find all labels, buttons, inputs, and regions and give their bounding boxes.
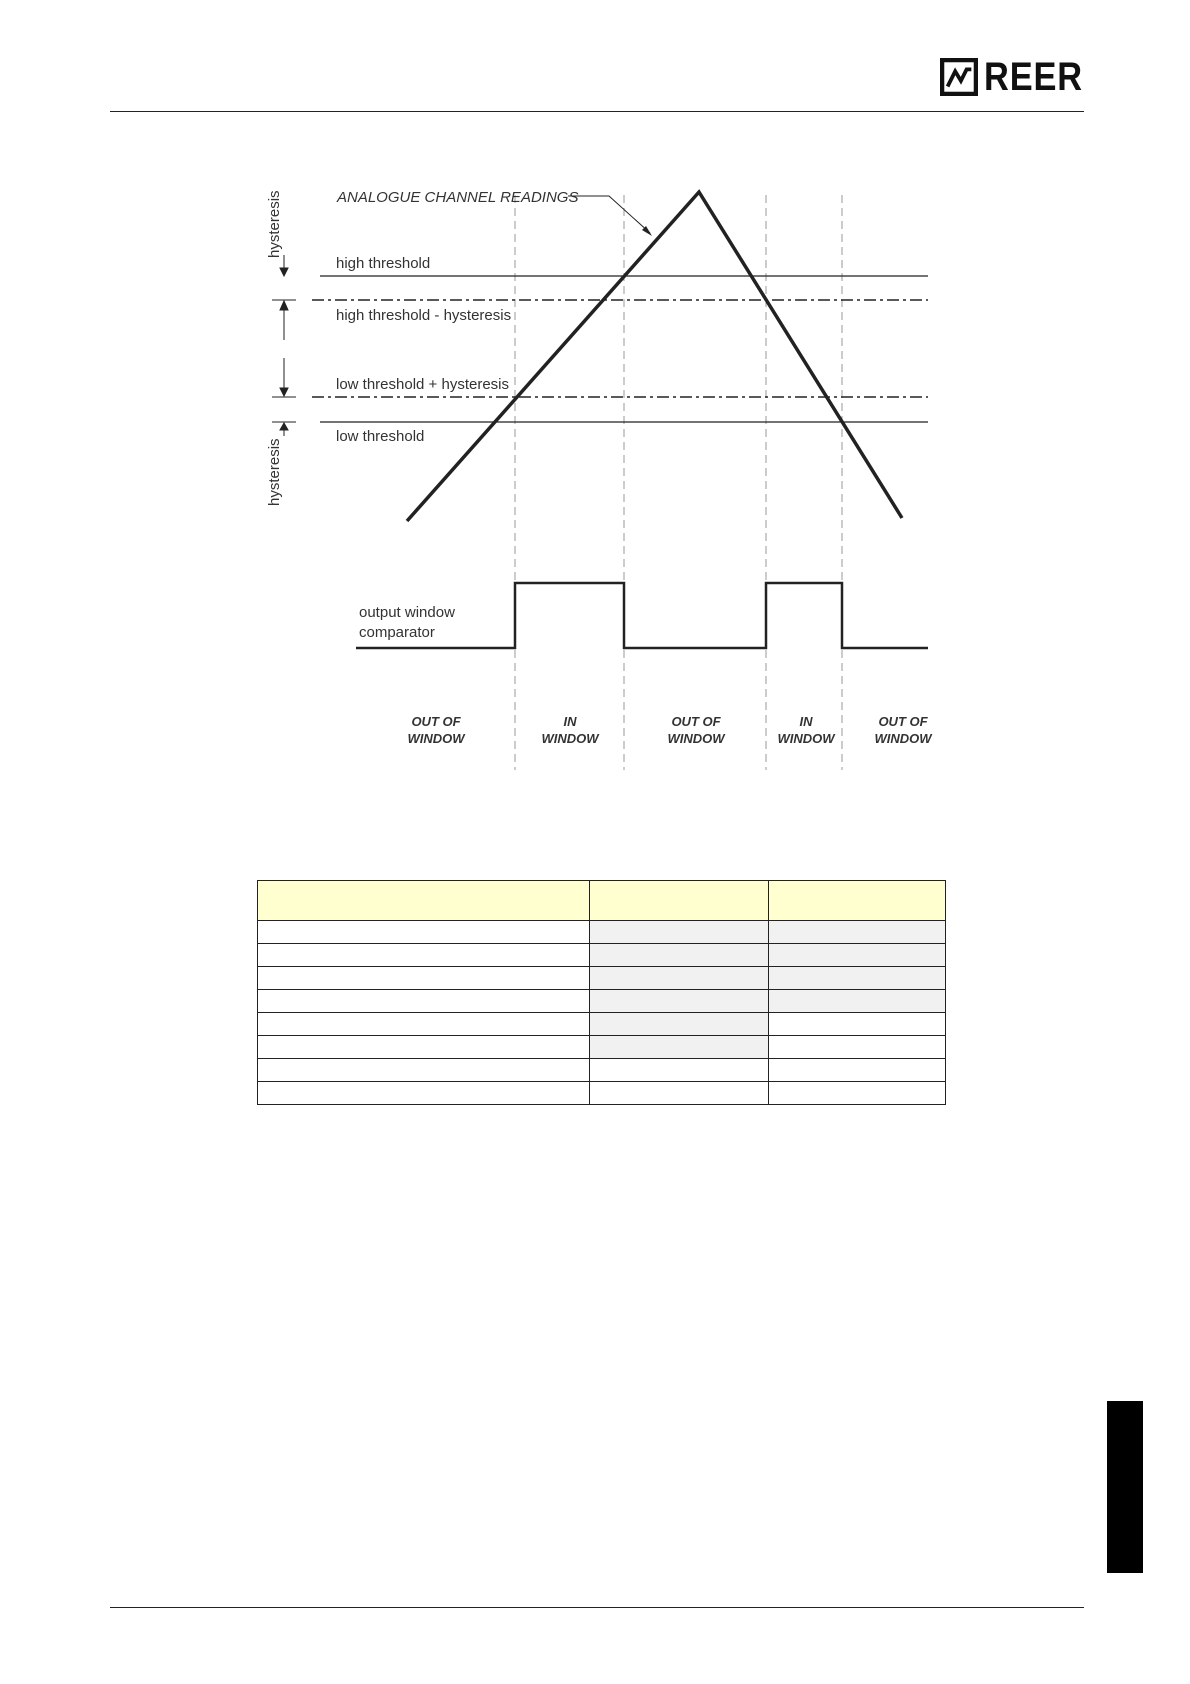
state-label: WINDOW	[667, 731, 725, 746]
table-row	[258, 944, 946, 967]
state-label: WINDOW	[777, 731, 835, 746]
table-cell	[258, 967, 590, 990]
curve-label-leader	[568, 196, 650, 233]
window-comparator-diagram	[0, 0, 1190, 800]
table-cell	[258, 1013, 590, 1036]
section-tab	[1107, 1401, 1143, 1573]
table-header-cell	[590, 881, 769, 921]
curve-label: ANALOGUE CHANNEL READINGS	[337, 189, 579, 206]
table-cell	[590, 1082, 769, 1105]
table-cell	[258, 1082, 590, 1105]
low-threshold-label: low threshold	[336, 428, 425, 445]
state-label: WINDOW	[541, 731, 599, 746]
table-cell	[769, 921, 946, 944]
state-label: IN	[799, 714, 813, 729]
table-row	[258, 990, 946, 1013]
state-label: OUT OF	[878, 714, 928, 729]
high-threshold-label: high threshold	[336, 255, 431, 272]
table-header-row	[258, 881, 946, 921]
table-row	[258, 1082, 946, 1105]
state-label: WINDOW	[407, 731, 465, 746]
table-row	[258, 1036, 946, 1059]
table-cell	[769, 1013, 946, 1036]
table-row	[258, 967, 946, 990]
table-cell	[258, 921, 590, 944]
table-header-cell	[769, 881, 946, 921]
table-cell	[769, 967, 946, 990]
table-row	[258, 1013, 946, 1036]
table-cell	[769, 1059, 946, 1082]
table-cell	[590, 921, 769, 944]
table-row	[258, 921, 946, 944]
table-cell	[769, 990, 946, 1013]
table-cell	[258, 1036, 590, 1059]
high-threshold-minus-hysteresis-label: high threshold - hysteresis	[336, 307, 512, 324]
table-cell	[590, 990, 769, 1013]
state-label: IN	[563, 714, 577, 729]
table-cell	[258, 990, 590, 1013]
analogue-reading-curve	[407, 192, 902, 521]
table-cell	[258, 944, 590, 967]
state-label: OUT OF	[671, 714, 721, 729]
brand-name: REER	[984, 55, 1084, 99]
table-row	[258, 1059, 946, 1082]
low-threshold-plus-hysteresis-label: low threshold + hysteresis	[336, 376, 509, 393]
table-cell	[590, 1013, 769, 1036]
output-label-line2: comparator	[359, 624, 435, 641]
state-label: OUT OF	[411, 714, 461, 729]
state-label: WINDOW	[874, 731, 932, 746]
hysteresis-label-bottom: hysteresis	[266, 438, 283, 506]
parameter-table	[257, 880, 946, 1105]
table-cell	[258, 1059, 590, 1082]
table-cell	[769, 944, 946, 967]
table-cell	[769, 1082, 946, 1105]
table-cell	[590, 967, 769, 990]
footer-rule	[110, 1607, 1084, 1608]
table-cell	[590, 1036, 769, 1059]
hysteresis-label-top: hysteresis	[266, 190, 283, 258]
table-cell	[590, 1059, 769, 1082]
table-header-cell	[258, 881, 590, 921]
table-cell	[769, 1036, 946, 1059]
output-label-line1: output window	[359, 604, 455, 621]
table-cell	[590, 944, 769, 967]
